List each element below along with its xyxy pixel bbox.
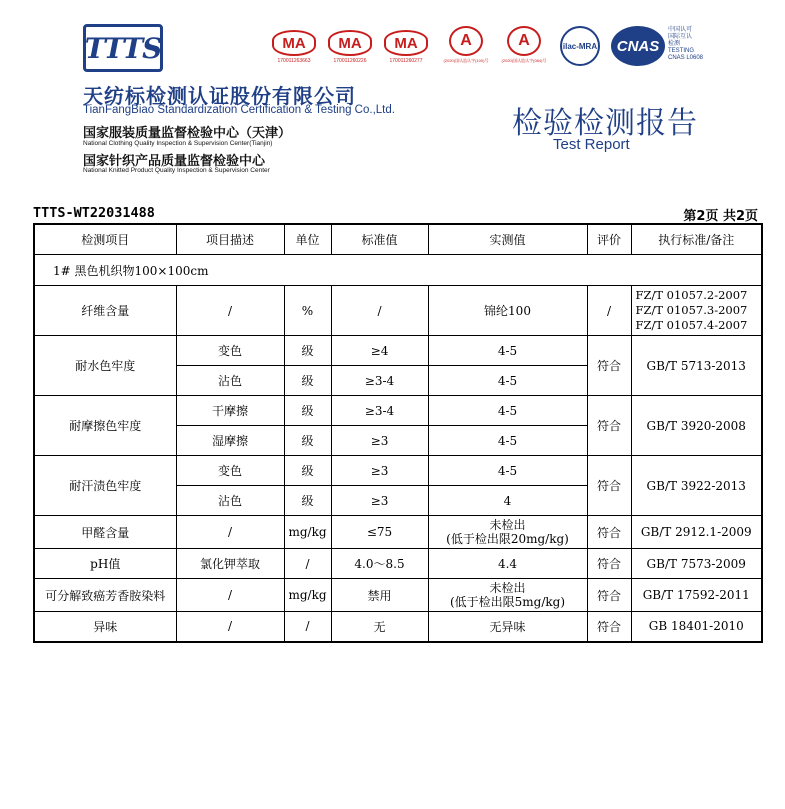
unit-cell: 级 (284, 426, 331, 456)
value-cell: 锦纶100 (428, 286, 587, 336)
unit-cell: 级 (284, 456, 331, 486)
eval-cell: 符合 (587, 549, 631, 579)
eval-cell: 符合 (587, 516, 631, 549)
header-cell: 项目描述 (176, 224, 284, 255)
std-cell: ≥3 (331, 426, 428, 456)
cma-number: 170011263663 (277, 58, 311, 64)
std-cell: ≥3 (331, 486, 428, 516)
eval-cell: 符合 (587, 336, 631, 396)
item-cell: 耐汗渍色牢度 (34, 456, 176, 516)
desc-cell: 湿摩擦 (176, 426, 284, 456)
desc-cell: 变色 (176, 456, 284, 486)
standard-cell: GB/T 17592-2011 (631, 579, 762, 612)
std-cell: ≥3-4 (331, 396, 428, 426)
cnas-accreditation-text: 中国认可 国际互认 检测 TESTING CNAS L0608 (668, 27, 704, 61)
table-row (34, 456, 762, 486)
item-cell: pH值 (34, 549, 176, 579)
header-cell: 评价 (587, 224, 631, 255)
eval-cell: 符合 (587, 579, 631, 612)
value-cell: 4-5 (428, 336, 587, 366)
unit-cell: mg/kg (284, 579, 331, 612)
table-row (34, 286, 762, 336)
unit-cell: / (284, 549, 331, 579)
cma-logo: MA (384, 30, 428, 56)
standard-cell: GB/T 2912.1-2009 (631, 516, 762, 549)
cma-number: 170011260226 (333, 58, 367, 64)
desc-cell: 沾色 (176, 486, 284, 516)
desc-cell: 干摩擦 (176, 396, 284, 426)
table-row (34, 549, 762, 579)
unit-cell: 级 (284, 336, 331, 366)
value-cell: 未检出 (低于检出限5mg/kg) (428, 579, 587, 612)
cal-mark-1 (440, 26, 492, 64)
desc-cell: 沾色 (176, 366, 284, 396)
item-cell: 甲醛含量 (34, 516, 176, 549)
standard-cell: GB/T 7573-2009 (631, 549, 762, 579)
cal-mark-2 (498, 26, 550, 64)
header-cell: 实测值 (428, 224, 587, 255)
eval-cell: 符合 (587, 396, 631, 456)
unit-cell: / (284, 612, 331, 642)
center-clothing-en: National Clothing Quality Inspection & Supervision Center(Tianjin) (83, 140, 273, 147)
header-cell: 单位 (284, 224, 331, 255)
cma-mark-2 (328, 30, 372, 64)
center-knitted-en: National Knitted Product Quality Inspection & Supervision Center (83, 167, 270, 174)
table-row (34, 396, 762, 426)
cma-mark-1 (272, 30, 316, 64)
cnas-logo: CNAS (611, 26, 665, 66)
value-cell: 4-5 (428, 426, 587, 456)
desc-cell: 氯化钾萃取 (176, 549, 284, 579)
eval-cell: 符合 (587, 456, 631, 516)
org-name-en: TianFangBiao Standardization Certification & Testing Co.,Ltd. (83, 104, 395, 116)
value-cell: 未检出 (低于检出限20mg/kg) (428, 516, 587, 549)
standard-cell: GB 18401-2010 (631, 612, 762, 642)
desc-cell: 变色 (176, 336, 284, 366)
item-cell: 异味 (34, 612, 176, 642)
table-row (34, 579, 762, 612)
value-cell: 4-5 (428, 396, 587, 426)
header-cell: 执行标准/备注 (631, 224, 762, 255)
cal-number: (2020)国认监认字(100)号 (443, 58, 489, 63)
std-cell: ≥3-4 (331, 366, 428, 396)
report-title-en: Test Report (553, 136, 630, 153)
std-cell: / (331, 286, 428, 336)
standard-cell: GB/T 3920-2008 (631, 396, 762, 456)
eval-cell: / (587, 286, 631, 336)
cma-number: 170011260277 (389, 58, 423, 64)
unit-cell: % (284, 286, 331, 336)
header-cell: 标准值 (331, 224, 428, 255)
header-cell: 检测项目 (34, 224, 176, 255)
std-cell: ≤75 (331, 516, 428, 549)
std-cell: ≥4 (331, 336, 428, 366)
center-knitted-cn: 国家针织产品质量监督检验中心 (83, 154, 266, 169)
report-title-cn: 检验检测报告 (512, 106, 698, 141)
results-table (33, 223, 763, 643)
ilac-mra-logo: ilac-MRA (560, 26, 600, 66)
report-number: TTTS-WT22031488 (33, 205, 155, 221)
ttts-logo: TTTS (83, 24, 163, 72)
item-cell: 纤维含量 (34, 286, 176, 336)
std-cell: 4.0～8.5 (331, 549, 428, 579)
std-cell: 无 (331, 612, 428, 642)
value-cell: 4.4 (428, 549, 587, 579)
eval-cell: 符合 (587, 612, 631, 642)
standard-cell: FZ/T 01057.2-2007 FZ/T 01057.3-2007 FZ/T 01057.4-2007 (631, 286, 762, 336)
unit-cell: 级 (284, 366, 331, 396)
unit-cell: 级 (284, 486, 331, 516)
cal-number: (2020)国认监认字(084)号 (501, 58, 547, 63)
cma-mark-3 (384, 30, 428, 64)
std-cell: 禁用 (331, 579, 428, 612)
item-cell: 可分解致癌芳香胺染料 (34, 579, 176, 612)
table-row (34, 516, 762, 549)
item-cell: 耐水色牢度 (34, 336, 176, 396)
table-row (34, 612, 762, 642)
std-cell: ≥3 (331, 456, 428, 486)
desc-cell: / (176, 579, 284, 612)
standard-cell: GB/T 3922-2013 (631, 456, 762, 516)
desc-cell: / (176, 286, 284, 336)
org-name-cn: 天纺标检测认证股份有限公司 (83, 84, 356, 108)
cal-logo: A (449, 26, 483, 56)
sample-row (34, 255, 762, 286)
unit-cell: mg/kg (284, 516, 331, 549)
cal-logo: A (507, 26, 541, 56)
cma-logo: MA (272, 30, 316, 56)
desc-cell: / (176, 612, 284, 642)
page-info: 第2页 共2页 (683, 209, 758, 224)
sample-description: 1# 黑色机织物100×100cm (34, 255, 762, 286)
standard-cell: GB/T 5713-2013 (631, 336, 762, 396)
value-cell: 4 (428, 486, 587, 516)
value-cell: 无异味 (428, 612, 587, 642)
item-cell: 耐摩擦色牢度 (34, 396, 176, 456)
desc-cell: / (176, 516, 284, 549)
value-cell: 4-5 (428, 366, 587, 396)
center-clothing-cn: 国家服装质量监督检验中心（天津） (83, 126, 292, 141)
cma-logo: MA (328, 30, 372, 56)
value-cell: 4-5 (428, 456, 587, 486)
table-row (34, 336, 762, 366)
table-header-row (34, 224, 762, 255)
unit-cell: 级 (284, 396, 331, 426)
